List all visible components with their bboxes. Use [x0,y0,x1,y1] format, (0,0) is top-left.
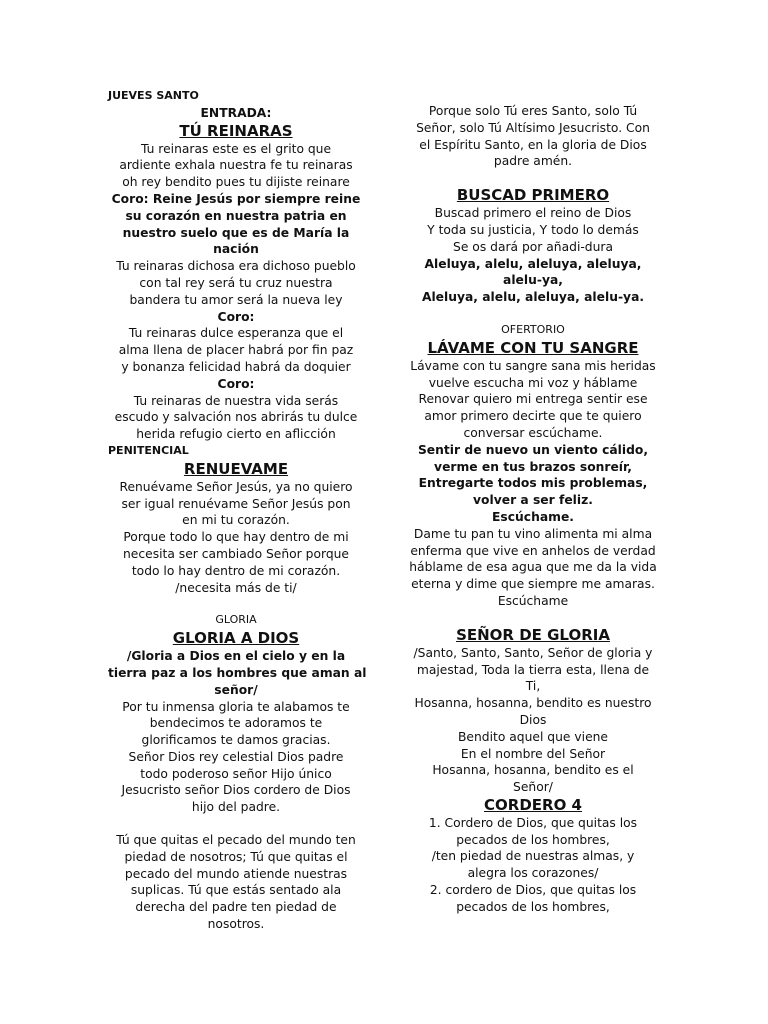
lyric-line: padre amén. [493,154,573,169]
lyric-line: /ten piedad de nuestras almas, y [431,849,635,864]
lyric-line: majestad, Toda la tierra esta, llena de [416,662,650,677]
lyric-line: Ti, [525,679,541,694]
lyric-line: el Espíritu Santo, en la gloria de Dios [419,137,647,152]
lyric-line: ser igual renuévame Señor Jesús pon [121,496,351,511]
spacer [404,306,662,322]
lyric-line: háblame de esa agua que me da la vida [409,560,657,575]
chorus-line: alelu-ya, [503,273,563,288]
lyric-line: amor primero decirte que te quiero [424,409,642,424]
lyric-line: Buscad primero el reino de Dios [434,206,632,221]
lyric-line: 2. cordero de Dios, que quitas los [429,883,637,898]
chorus-line: Aleluya, alelu, aleluya, alelu-ya. [421,290,645,305]
lyric-line: Se os dará por añadi-dura [453,239,613,254]
lyric-line: Hosanna, hosanna, bendito es nuestro [414,696,652,711]
lyric-line: Señor/ [513,780,553,795]
left-column [108,0,367,933]
lyric-line: suplicas. Tú que estás sentado ala [130,883,342,898]
spacer [404,170,662,186]
section-label: OFERTORIO [501,322,565,336]
lyric-line: pecados de los hombres, [456,899,610,914]
lyric-line: piedad de nosotros; Tú que quitas el [124,849,348,864]
section-label: PENITENCIAL [108,443,189,457]
lyric-line: Tu reinaras dichosa era dichoso pueblo [116,259,356,274]
lyric-line: oh rey bendito pues tu dijiste reinare [122,175,350,190]
lyric-line: alma llena de placer habrá por fin paz [118,343,354,358]
lyric-line: herida refugio cierto en aflicción [136,427,336,442]
lyric-line: Tu reinaras este es el grito que [140,141,332,156]
section-label: JUEVES SANTO [108,89,199,102]
lyric-line: alegra los corazones/ [467,866,599,881]
chorus-line: nuestro suelo que es de María la [122,225,350,240]
lyric-line: Por tu inmensa gloria te alabamos te [122,699,350,714]
chorus-line: Escúchame. [492,509,574,524]
lyric-line: En el nombre del Señor [460,746,606,761]
lyric-line: con tal rey será tu cruz nuestra [139,275,333,290]
chorus-line: verme en tus brazos sonreír, [434,459,632,474]
spacer [404,610,662,626]
lyric-line: ardiente exhala nuestra fe tu reinaras [119,158,353,173]
lyric-line: Tu reinaras de nuestra vida serás [133,393,339,408]
lyric-line: derecha del padre ten piedad de [135,900,337,915]
song-title: BUSCAD PRIMERO [456,186,610,205]
lyric-line: bendecimos te adoramos te [149,716,323,731]
lyric-line: Escúchame [497,593,569,608]
chorus-line: Sentir de nuevo un viento cálido, [417,442,649,457]
lyric-line: eterna y dime que siempre me amaras. [411,577,655,592]
song-title: TÚ REINARAS [179,121,293,140]
chorus-line: Coro: [217,376,255,391]
lyric-line: Bendito aquel que viene [458,729,608,744]
song-title: GLORIA A DIOS [172,629,300,648]
chorus-line: /Gloria a Dios en el cielo y en la [126,649,346,664]
spacer [108,816,364,832]
lyric-line: Señor, solo Tú Altísimo Jesucristo. Con [416,120,650,135]
lyric-line: Dios [519,712,547,727]
lyric-line: nosotros. [207,917,265,932]
chorus-line: señor/ [214,682,258,697]
lyric-line: bandera tu amor será la nueva ley [129,292,343,307]
chorus-line: Coro: Reine Jesús por siempre reine [111,191,361,206]
lyric-line: todo lo hay dentro de mi corazón. [131,563,341,578]
lyric-line: pecado del mundo atiende nuestras [124,866,348,881]
chorus-line: su corazón en nuestra patria en [125,208,347,223]
lyric-line: Hosanna, hosanna, bendito es el [432,763,634,778]
lyric-line: Tú que quitas el pecado del mundo ten [116,833,356,848]
lyric-line: Y toda su justicia, Y todo lo demás [427,222,639,237]
lyric-line: Jesucristo señor Dios cordero de Dios [121,783,351,798]
chorus-line: ENTRADA: [200,105,272,120]
right-column [404,0,662,916]
lyric-line: /Santo, Santo, Santo, Señor de gloria y [413,645,653,660]
chorus-line: Aleluya, alelu, aleluya, aleluya, [424,256,642,271]
lyric-line: Lávame con tu sangre sana mis heridas [410,358,656,373]
lyric-line: Renuévame Señor Jesús, ya no quiero [119,479,353,494]
lyric-line: escudo y salvación nos abrirás tu dulce [114,410,358,425]
lyric-line: en mi tu corazón. [182,513,290,528]
lyric-line: todo poderoso señor Hijo único [140,766,332,781]
lyric-line: /necesita más de ti/ [175,580,297,595]
lyric-line: conversar escúchame. [463,425,603,440]
lyric-line: Porque todo lo que hay dentro de mi [123,530,349,545]
lyric-line: Porque solo Tú eres Santo, solo Tú [428,104,638,118]
lyric-line: necesita ser cambiado Señor porque [123,546,349,561]
song-title: SEÑOR DE GLORIA [456,625,610,644]
song-title: LÁVAME CON TU SANGRE [427,338,639,357]
chorus-line: tierra paz a los hombres que aman al [108,665,367,680]
song-title: RENUEVAME [183,459,289,478]
lyric-line: hijo del padre. [191,800,281,815]
chorus-line: Coro: [217,309,255,324]
lyric-line: y bonanza felicidad habrá da doquier [121,359,351,374]
lyric-line: Tu reinaras dulce esperanza que el [128,326,344,341]
lyric-line: 1. Cordero de Dios, que quitas los [428,815,638,830]
chorus-line: nación [213,242,259,257]
section-label: GLORIA [215,613,257,627]
chorus-line: volver a ser feliz. [473,493,593,508]
song-title: CORDERO 4 [484,795,582,814]
chorus-line: Entregarte todos mis problemas, [418,476,648,491]
spacer [108,596,364,612]
lyric-line: Dame tu pan tu vino alimenta mi alma [413,526,653,541]
lyric-line: Renovar quiero mi entrega sentir ese [418,392,648,407]
lyric-line: enferma que vive en anhelos de verdad [410,543,656,558]
lyric-line: vuelve escucha mi voz y háblame [428,375,638,390]
lyric-line: glorificamos te damos gracias. [141,733,331,748]
lyric-line: Señor Dios rey celestial Dios padre [128,749,344,764]
lyric-line: pecados de los hombres, [456,832,610,847]
